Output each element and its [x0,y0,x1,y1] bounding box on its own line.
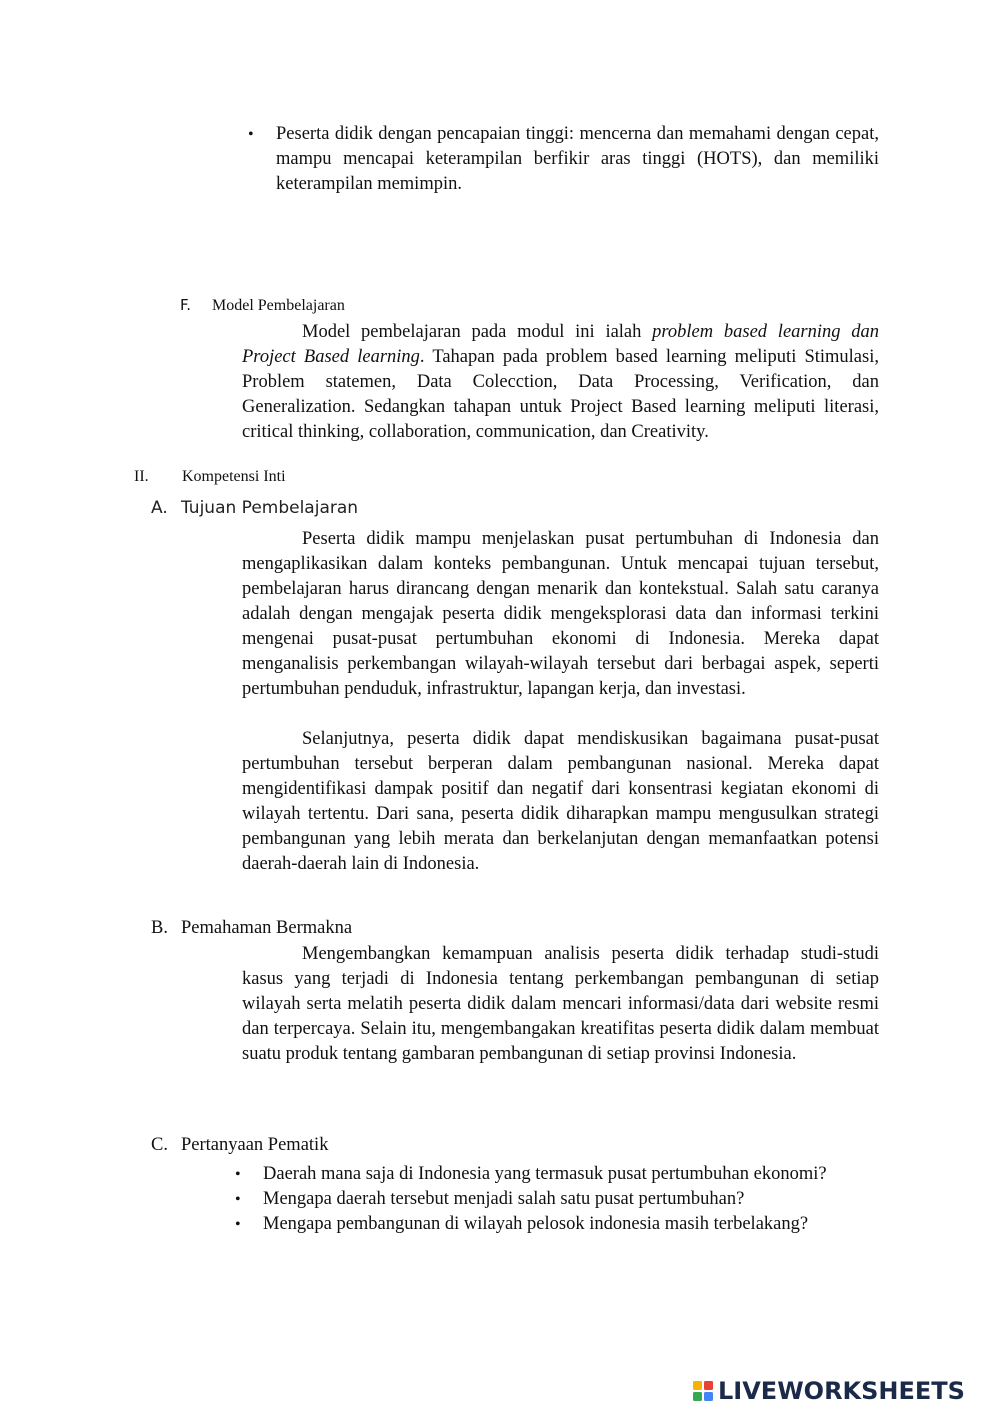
section-heading-f [180,296,345,315]
section-heading-b [151,916,352,941]
section-marker: B. [151,918,168,938]
tujuan-paragraph-1: Peserta didik mampu menjelaskan pusat pertumbuhan di Indonesia dan mengaplikasikan dalam konteks pembangunan. Untuk mencapai tujuan tersebut, pembelajaran harus dirancang dengan menarik dan kontekstual. Salah satu caranya adalah dengan mengajak peserta didik mengeksplorasi data dan informasi terkini mengenai pusat-pusat pertumbuhan ekonomi di Indonesia. Mereka dapat menganalisis perkembangan wilayah-wilayah tersebut dari berbagai aspek, seperti pertumbuhan penduduk, infrastruktur, lapangan kerja, dan investasi. [242,529,879,699]
list-item [248,122,879,197]
section-heading-a [151,498,358,518]
section-title: Kompetensi Inti [182,468,286,485]
section-marker: F. [180,296,191,314]
bullet-icon: • [248,126,254,143]
section-title: Pertanyaan Pematik [181,1135,329,1155]
section-title: Tujuan Pembelajaran [181,498,359,518]
bullet-icon: • [235,1191,241,1208]
section-marker: A. [151,498,168,518]
bullet-icon: • [235,1216,241,1233]
bullet-text: Peserta didik dengan pencapaian tinggi: mencerna dan memahami dengan cepat, mampu mencapai keterampilan berfikir aras tinggi (HOTS), dan memiliki keterampilan memimpin. [276,124,879,194]
bullet-icon: • [235,1166,241,1183]
section-marker: II. [134,468,149,485]
list-item [235,1187,895,1212]
section-title: Pemahaman Bermakna [181,918,353,938]
question-text: Daerah mana saja di Indonesia yang termasuk pusat pertumbuhan ekonomi? [263,1164,827,1184]
liveworksheets-logo-text: LIVEWORKSHEETS [718,1377,965,1405]
liveworksheets-logo [692,1376,992,1406]
list-item [235,1162,895,1187]
question-text: Mengapa pembangunan di wilayah pelosok indonesia masih terbelakang? [263,1214,809,1234]
section-marker: C. [151,1135,168,1155]
pemahaman-paragraph: Mengembangkan kemampuan analisis peserta didik terhadap studi-studi kasus yang terjadi di Indonesia tentang perkembangan pembangunan di setiap wilayah serta melatih peserta didik dalam mencari informasi/data dari website resmi dan terpercaya. Selain itu, mengembangakan kreatifitas peserta didik dalam membuat suatu produk tentang gambaran pembangunan di setiap provinsi Indonesia. [242,944,879,1064]
section-title: Model Pembelajaran [212,297,345,314]
model-rest: . Tahapan pada problem based learning meliputi Stimulasi, Problem statemen, Data Colecction, Data Processing, Verification, dan Generalization. Sedangkan tahapan untuk Project Based learning meliputi literasi, critical thinking, collaboration, communication, dan Creativity. [242,347,879,442]
list-item [235,1212,895,1237]
question-text: Mengapa daerah tersebut menjadi salah satu pusat pertumbuhan? [263,1189,745,1209]
section-heading-ii [134,468,286,486]
section-heading-c [151,1133,328,1158]
tujuan-paragraph-2: Selanjutnya, peserta didik dapat mendiskusikan bagaimana pusat-pusat pertumbuhan tersebut berperan dalam pembangunan nasional. Mereka dapat mengidentifikasi dampak positif dan negatif dari konsentrasi kegiatan ekonomi di wilayah tertentu. Dari sana, peserta didik diharapkan mampu mengusulkan strategi pembangunan yang lebih merata dan berkelanjutan dengan memanfaatkan potensi daerah-daerah lain di Indonesia. [242,729,879,874]
model-paragraph [242,320,879,445]
model-intro: Model pembelajaran pada modul ini ialah [302,322,653,342]
model-italic: problem based learning dan Project Based learning [242,322,879,367]
liveworksheets-logo-icon [692,1380,714,1402]
